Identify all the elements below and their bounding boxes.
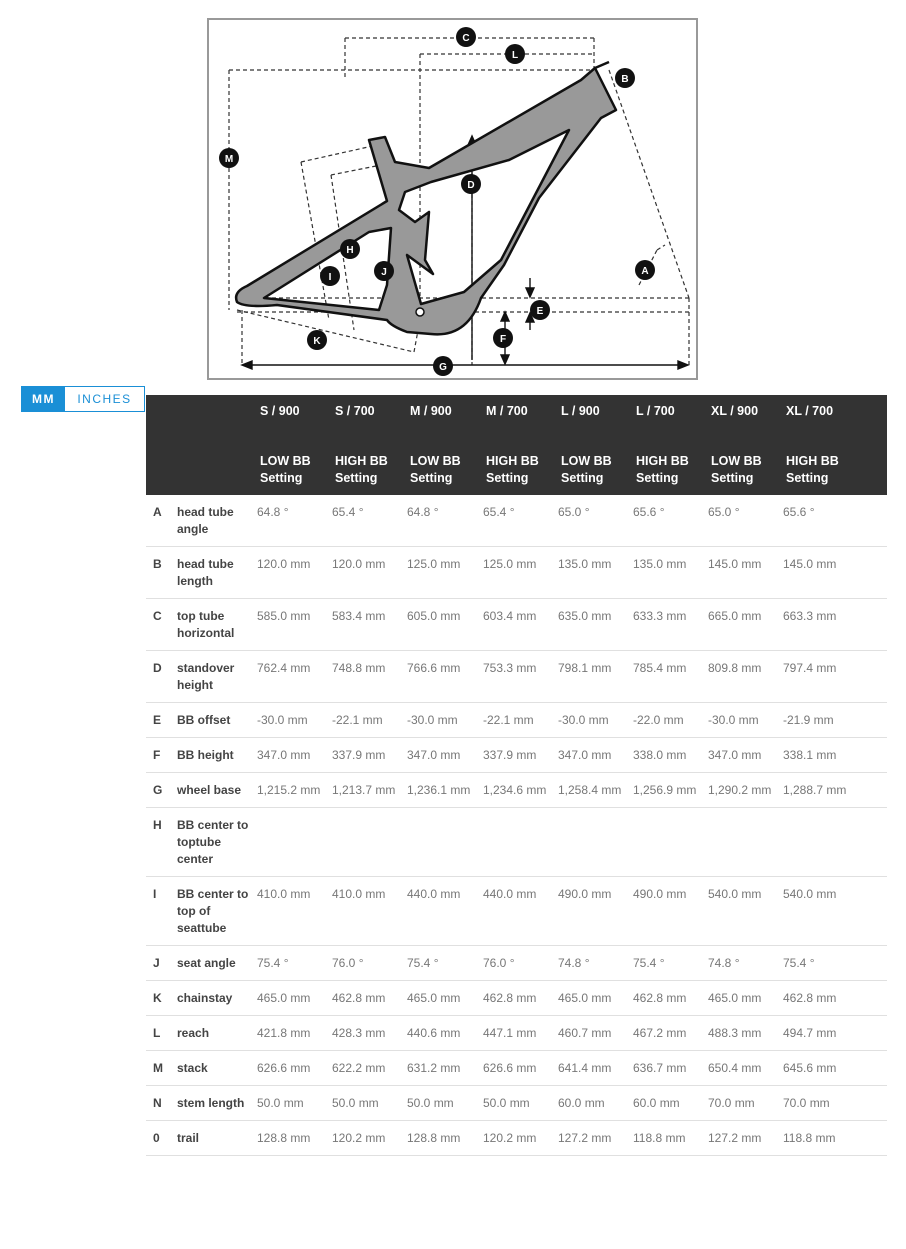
cell-value xyxy=(708,808,783,877)
unit-mm-button[interactable]: MM xyxy=(22,387,65,411)
cell-value: 1,234.6 mm xyxy=(483,773,558,808)
row-label: stack xyxy=(177,1051,257,1086)
marker-k xyxy=(307,330,327,350)
svg-text:B: B xyxy=(621,74,629,85)
cell-value: 1,288.7 mm xyxy=(783,773,887,808)
cell-value: 127.2 mm xyxy=(558,1121,633,1156)
cell-value: 583.4 mm xyxy=(332,599,407,651)
cell-value: 76.0 ° xyxy=(483,946,558,981)
cell-value: 410.0 mm xyxy=(257,877,332,946)
cell-value: 135.0 mm xyxy=(633,547,708,599)
cell-value: 462.8 mm xyxy=(483,981,558,1016)
row-code: H xyxy=(146,808,177,877)
cell-value: 128.8 mm xyxy=(407,1121,483,1156)
cell-value: 337.9 mm xyxy=(483,738,558,773)
cell-value: 635.0 mm xyxy=(558,599,633,651)
marker-j xyxy=(374,261,394,281)
table-row xyxy=(146,981,887,1016)
cell-value: 65.6 ° xyxy=(783,495,887,547)
table-row xyxy=(146,651,887,703)
cell-value: -30.0 mm xyxy=(558,703,633,738)
column-header xyxy=(257,395,332,495)
marker-d xyxy=(461,174,481,194)
table-row xyxy=(146,1016,887,1051)
svg-text:I: I xyxy=(328,272,332,283)
cell-value: 410.0 mm xyxy=(332,877,407,946)
table-row xyxy=(146,1086,887,1121)
header-empty-label xyxy=(177,395,257,495)
table-row xyxy=(146,738,887,773)
column-size-label: M / 700 xyxy=(486,404,528,418)
row-label: trail xyxy=(177,1121,257,1156)
cell-value: 785.4 mm xyxy=(633,651,708,703)
cell-value: 65.4 ° xyxy=(332,495,407,547)
cell-value: 465.0 mm xyxy=(257,981,332,1016)
cell-value: 338.0 mm xyxy=(633,738,708,773)
table-row xyxy=(146,1051,887,1086)
table-row xyxy=(146,1121,887,1156)
row-label: BB offset xyxy=(177,703,257,738)
cell-value: -30.0 mm xyxy=(708,703,783,738)
table-body xyxy=(146,495,887,1156)
cell-value: 135.0 mm xyxy=(558,547,633,599)
row-label: BB center to toptube center xyxy=(177,808,257,877)
row-code: N xyxy=(146,1086,177,1121)
cell-value: 120.0 mm xyxy=(257,547,332,599)
marker-h xyxy=(340,239,360,259)
marker-l xyxy=(505,44,525,64)
cell-value: 1,215.2 mm xyxy=(257,773,332,808)
cell-value: 490.0 mm xyxy=(633,877,708,946)
table-row xyxy=(146,877,887,946)
marker-a xyxy=(635,260,655,280)
cell-value: 490.0 mm xyxy=(558,877,633,946)
cell-value: 75.4 ° xyxy=(257,946,332,981)
cell-value: 465.0 mm xyxy=(558,981,633,1016)
cell-value xyxy=(332,808,407,877)
cell-value: 125.0 mm xyxy=(407,547,483,599)
column-setting-label: HIGH BB Setting xyxy=(335,454,388,485)
cell-value: 1,213.7 mm xyxy=(332,773,407,808)
cell-value xyxy=(558,808,633,877)
cell-value: 753.3 mm xyxy=(483,651,558,703)
cell-value: 347.0 mm xyxy=(257,738,332,773)
table-row xyxy=(146,946,887,981)
cell-value: 50.0 mm xyxy=(332,1086,407,1121)
cell-value: 1,258.4 mm xyxy=(558,773,633,808)
marker-e xyxy=(530,300,550,320)
column-setting-label: LOW BB Setting xyxy=(260,454,311,485)
cell-value: 650.4 mm xyxy=(708,1051,783,1086)
column-size-label: L / 900 xyxy=(561,404,600,418)
cell-value: 65.0 ° xyxy=(558,495,633,547)
cell-value: 1,256.9 mm xyxy=(633,773,708,808)
cell-value: 462.8 mm xyxy=(633,981,708,1016)
cell-value: 75.4 ° xyxy=(633,946,708,981)
column-header xyxy=(332,395,407,495)
cell-value: 631.2 mm xyxy=(407,1051,483,1086)
cell-value: 645.6 mm xyxy=(783,1051,887,1086)
column-size-label: M / 900 xyxy=(410,404,452,418)
table-row xyxy=(146,547,887,599)
frame-diagram-svg xyxy=(209,20,700,382)
row-label: seat angle xyxy=(177,946,257,981)
svg-text:L: L xyxy=(511,50,519,61)
cell-value: 603.4 mm xyxy=(483,599,558,651)
row-code: 0 xyxy=(146,1121,177,1156)
row-code: B xyxy=(146,547,177,599)
unit-toggle xyxy=(21,386,145,412)
cell-value: 64.8 ° xyxy=(407,495,483,547)
row-label: BB center to top of seattube xyxy=(177,877,257,946)
cell-value: 118.8 mm xyxy=(783,1121,887,1156)
cell-value: 65.0 ° xyxy=(708,495,783,547)
cell-value: 50.0 mm xyxy=(407,1086,483,1121)
column-size-label: XL / 700 xyxy=(786,404,834,418)
row-code: M xyxy=(146,1051,177,1086)
cell-value: -22.1 mm xyxy=(483,703,558,738)
svg-text:E: E xyxy=(536,306,544,317)
cell-value: 64.8 ° xyxy=(257,495,332,547)
cell-value: 540.0 mm xyxy=(708,877,783,946)
frame-geometry-diagram xyxy=(207,18,698,380)
svg-text:C: C xyxy=(462,33,470,44)
cell-value: -30.0 mm xyxy=(407,703,483,738)
cell-value: 74.8 ° xyxy=(708,946,783,981)
cell-value: 75.4 ° xyxy=(407,946,483,981)
marker-f xyxy=(493,328,513,348)
cell-value: 467.2 mm xyxy=(633,1016,708,1051)
cell-value: 347.0 mm xyxy=(708,738,783,773)
column-size-label: S / 900 xyxy=(260,404,300,418)
cell-value xyxy=(783,808,887,877)
row-label: head tube angle xyxy=(177,495,257,547)
column-header xyxy=(558,395,633,495)
cell-value: 120.0 mm xyxy=(332,547,407,599)
row-label: chainstay xyxy=(177,981,257,1016)
row-code: C xyxy=(146,599,177,651)
svg-text:M: M xyxy=(224,154,234,165)
cell-value: 1,290.2 mm xyxy=(708,773,783,808)
cell-value: 1,236.1 mm xyxy=(407,773,483,808)
column-header xyxy=(407,395,483,495)
cell-value: -21.9 mm xyxy=(783,703,887,738)
cell-value: 626.6 mm xyxy=(257,1051,332,1086)
table-header xyxy=(146,395,887,495)
cell-value: 447.1 mm xyxy=(483,1016,558,1051)
cell-value: 633.3 mm xyxy=(633,599,708,651)
column-header xyxy=(633,395,708,495)
svg-text:A: A xyxy=(641,266,649,277)
cell-value: 120.2 mm xyxy=(332,1121,407,1156)
cell-value: 120.2 mm xyxy=(483,1121,558,1156)
cell-value: 460.7 mm xyxy=(558,1016,633,1051)
table-row xyxy=(146,599,887,651)
cell-value xyxy=(633,808,708,877)
row-code: I xyxy=(146,877,177,946)
table-row xyxy=(146,773,887,808)
geometry-table xyxy=(146,395,887,1156)
cell-value: 70.0 mm xyxy=(708,1086,783,1121)
row-code: J xyxy=(146,946,177,981)
column-header xyxy=(708,395,783,495)
row-code: L xyxy=(146,1016,177,1051)
row-label: BB height xyxy=(177,738,257,773)
svg-text:F: F xyxy=(499,334,507,345)
marker-g xyxy=(433,356,453,376)
column-setting-label: LOW BB Setting xyxy=(711,454,762,485)
row-code: A xyxy=(146,495,177,547)
cell-value: 118.8 mm xyxy=(633,1121,708,1156)
cell-value xyxy=(483,808,558,877)
column-setting-label: LOW BB Setting xyxy=(561,454,612,485)
cell-value: 421.8 mm xyxy=(257,1016,332,1051)
row-label: wheel base xyxy=(177,773,257,808)
row-code: G xyxy=(146,773,177,808)
cell-value: -22.0 mm xyxy=(633,703,708,738)
cell-value: 347.0 mm xyxy=(558,738,633,773)
cell-value: 622.2 mm xyxy=(332,1051,407,1086)
row-code: F xyxy=(146,738,177,773)
svg-text:D: D xyxy=(467,180,475,191)
cell-value: 440.0 mm xyxy=(483,877,558,946)
cell-value: 494.7 mm xyxy=(783,1016,887,1051)
cell-value: 605.0 mm xyxy=(407,599,483,651)
cell-value: 60.0 mm xyxy=(633,1086,708,1121)
cell-value: 70.0 mm xyxy=(783,1086,887,1121)
cell-value: 76.0 ° xyxy=(332,946,407,981)
row-code: D xyxy=(146,651,177,703)
cell-value: 347.0 mm xyxy=(407,738,483,773)
svg-text:G: G xyxy=(439,362,447,373)
marker-i xyxy=(320,266,340,286)
cell-value: 665.0 mm xyxy=(708,599,783,651)
cell-value xyxy=(407,808,483,877)
cell-value: 65.6 ° xyxy=(633,495,708,547)
column-size-label: L / 700 xyxy=(636,404,675,418)
cell-value: 798.1 mm xyxy=(558,651,633,703)
column-header xyxy=(483,395,558,495)
cell-value: 809.8 mm xyxy=(708,651,783,703)
cell-value: 748.8 mm xyxy=(332,651,407,703)
marker-m xyxy=(219,148,239,168)
cell-value: 127.2 mm xyxy=(708,1121,783,1156)
cell-value: 65.4 ° xyxy=(483,495,558,547)
cell-value: 585.0 mm xyxy=(257,599,332,651)
cell-value: 428.3 mm xyxy=(332,1016,407,1051)
cell-value: -22.1 mm xyxy=(332,703,407,738)
cell-value: 440.6 mm xyxy=(407,1016,483,1051)
cell-value: 337.9 mm xyxy=(332,738,407,773)
cell-value: 440.0 mm xyxy=(407,877,483,946)
row-label: standover height xyxy=(177,651,257,703)
cell-value: 766.6 mm xyxy=(407,651,483,703)
cell-value: 636.7 mm xyxy=(633,1051,708,1086)
row-code: K xyxy=(146,981,177,1016)
column-setting-label: HIGH BB Setting xyxy=(786,454,839,485)
cell-value: 762.4 mm xyxy=(257,651,332,703)
cell-value: 145.0 mm xyxy=(783,547,887,599)
row-label: stem length xyxy=(177,1086,257,1121)
table-row xyxy=(146,703,887,738)
cell-value: -30.0 mm xyxy=(257,703,332,738)
cell-value: 465.0 mm xyxy=(407,981,483,1016)
cell-value: 145.0 mm xyxy=(708,547,783,599)
cell-value: 128.8 mm xyxy=(257,1121,332,1156)
svg-text:H: H xyxy=(346,245,354,256)
cell-value: 50.0 mm xyxy=(257,1086,332,1121)
cell-value xyxy=(257,808,332,877)
column-header xyxy=(783,395,887,495)
cell-value: 488.3 mm xyxy=(708,1016,783,1051)
svg-text:K: K xyxy=(313,336,321,347)
bike-frame xyxy=(236,62,616,334)
column-setting-label: HIGH BB Setting xyxy=(636,454,689,485)
table-row xyxy=(146,495,887,547)
cell-value: 74.8 ° xyxy=(558,946,633,981)
cell-value: 540.0 mm xyxy=(783,877,887,946)
marker-b xyxy=(615,68,635,88)
header-row xyxy=(146,395,887,495)
cell-value: 338.1 mm xyxy=(783,738,887,773)
row-label: head tube length xyxy=(177,547,257,599)
cell-value: 797.4 mm xyxy=(783,651,887,703)
cell-value: 462.8 mm xyxy=(783,981,887,1016)
unit-inches-button[interactable]: INCHES xyxy=(65,387,144,411)
column-size-label: S / 700 xyxy=(335,404,375,418)
svg-text:J: J xyxy=(381,267,387,278)
header-empty-code xyxy=(146,395,177,495)
row-code: E xyxy=(146,703,177,738)
cell-value: 462.8 mm xyxy=(332,981,407,1016)
marker-c xyxy=(456,27,476,47)
row-label: reach xyxy=(177,1016,257,1051)
cell-value: 125.0 mm xyxy=(483,547,558,599)
cell-value: 663.3 mm xyxy=(783,599,887,651)
column-setting-label: LOW BB Setting xyxy=(410,454,461,485)
column-size-label: XL / 900 xyxy=(711,404,759,418)
table-row xyxy=(146,808,887,877)
cell-value: 75.4 ° xyxy=(783,946,887,981)
cell-value: 626.6 mm xyxy=(483,1051,558,1086)
cell-value: 60.0 mm xyxy=(558,1086,633,1121)
cell-value: 641.4 mm xyxy=(558,1051,633,1086)
cell-value: 465.0 mm xyxy=(708,981,783,1016)
cell-value: 50.0 mm xyxy=(483,1086,558,1121)
column-setting-label: HIGH BB Setting xyxy=(486,454,539,485)
row-label: top tube horizontal xyxy=(177,599,257,651)
